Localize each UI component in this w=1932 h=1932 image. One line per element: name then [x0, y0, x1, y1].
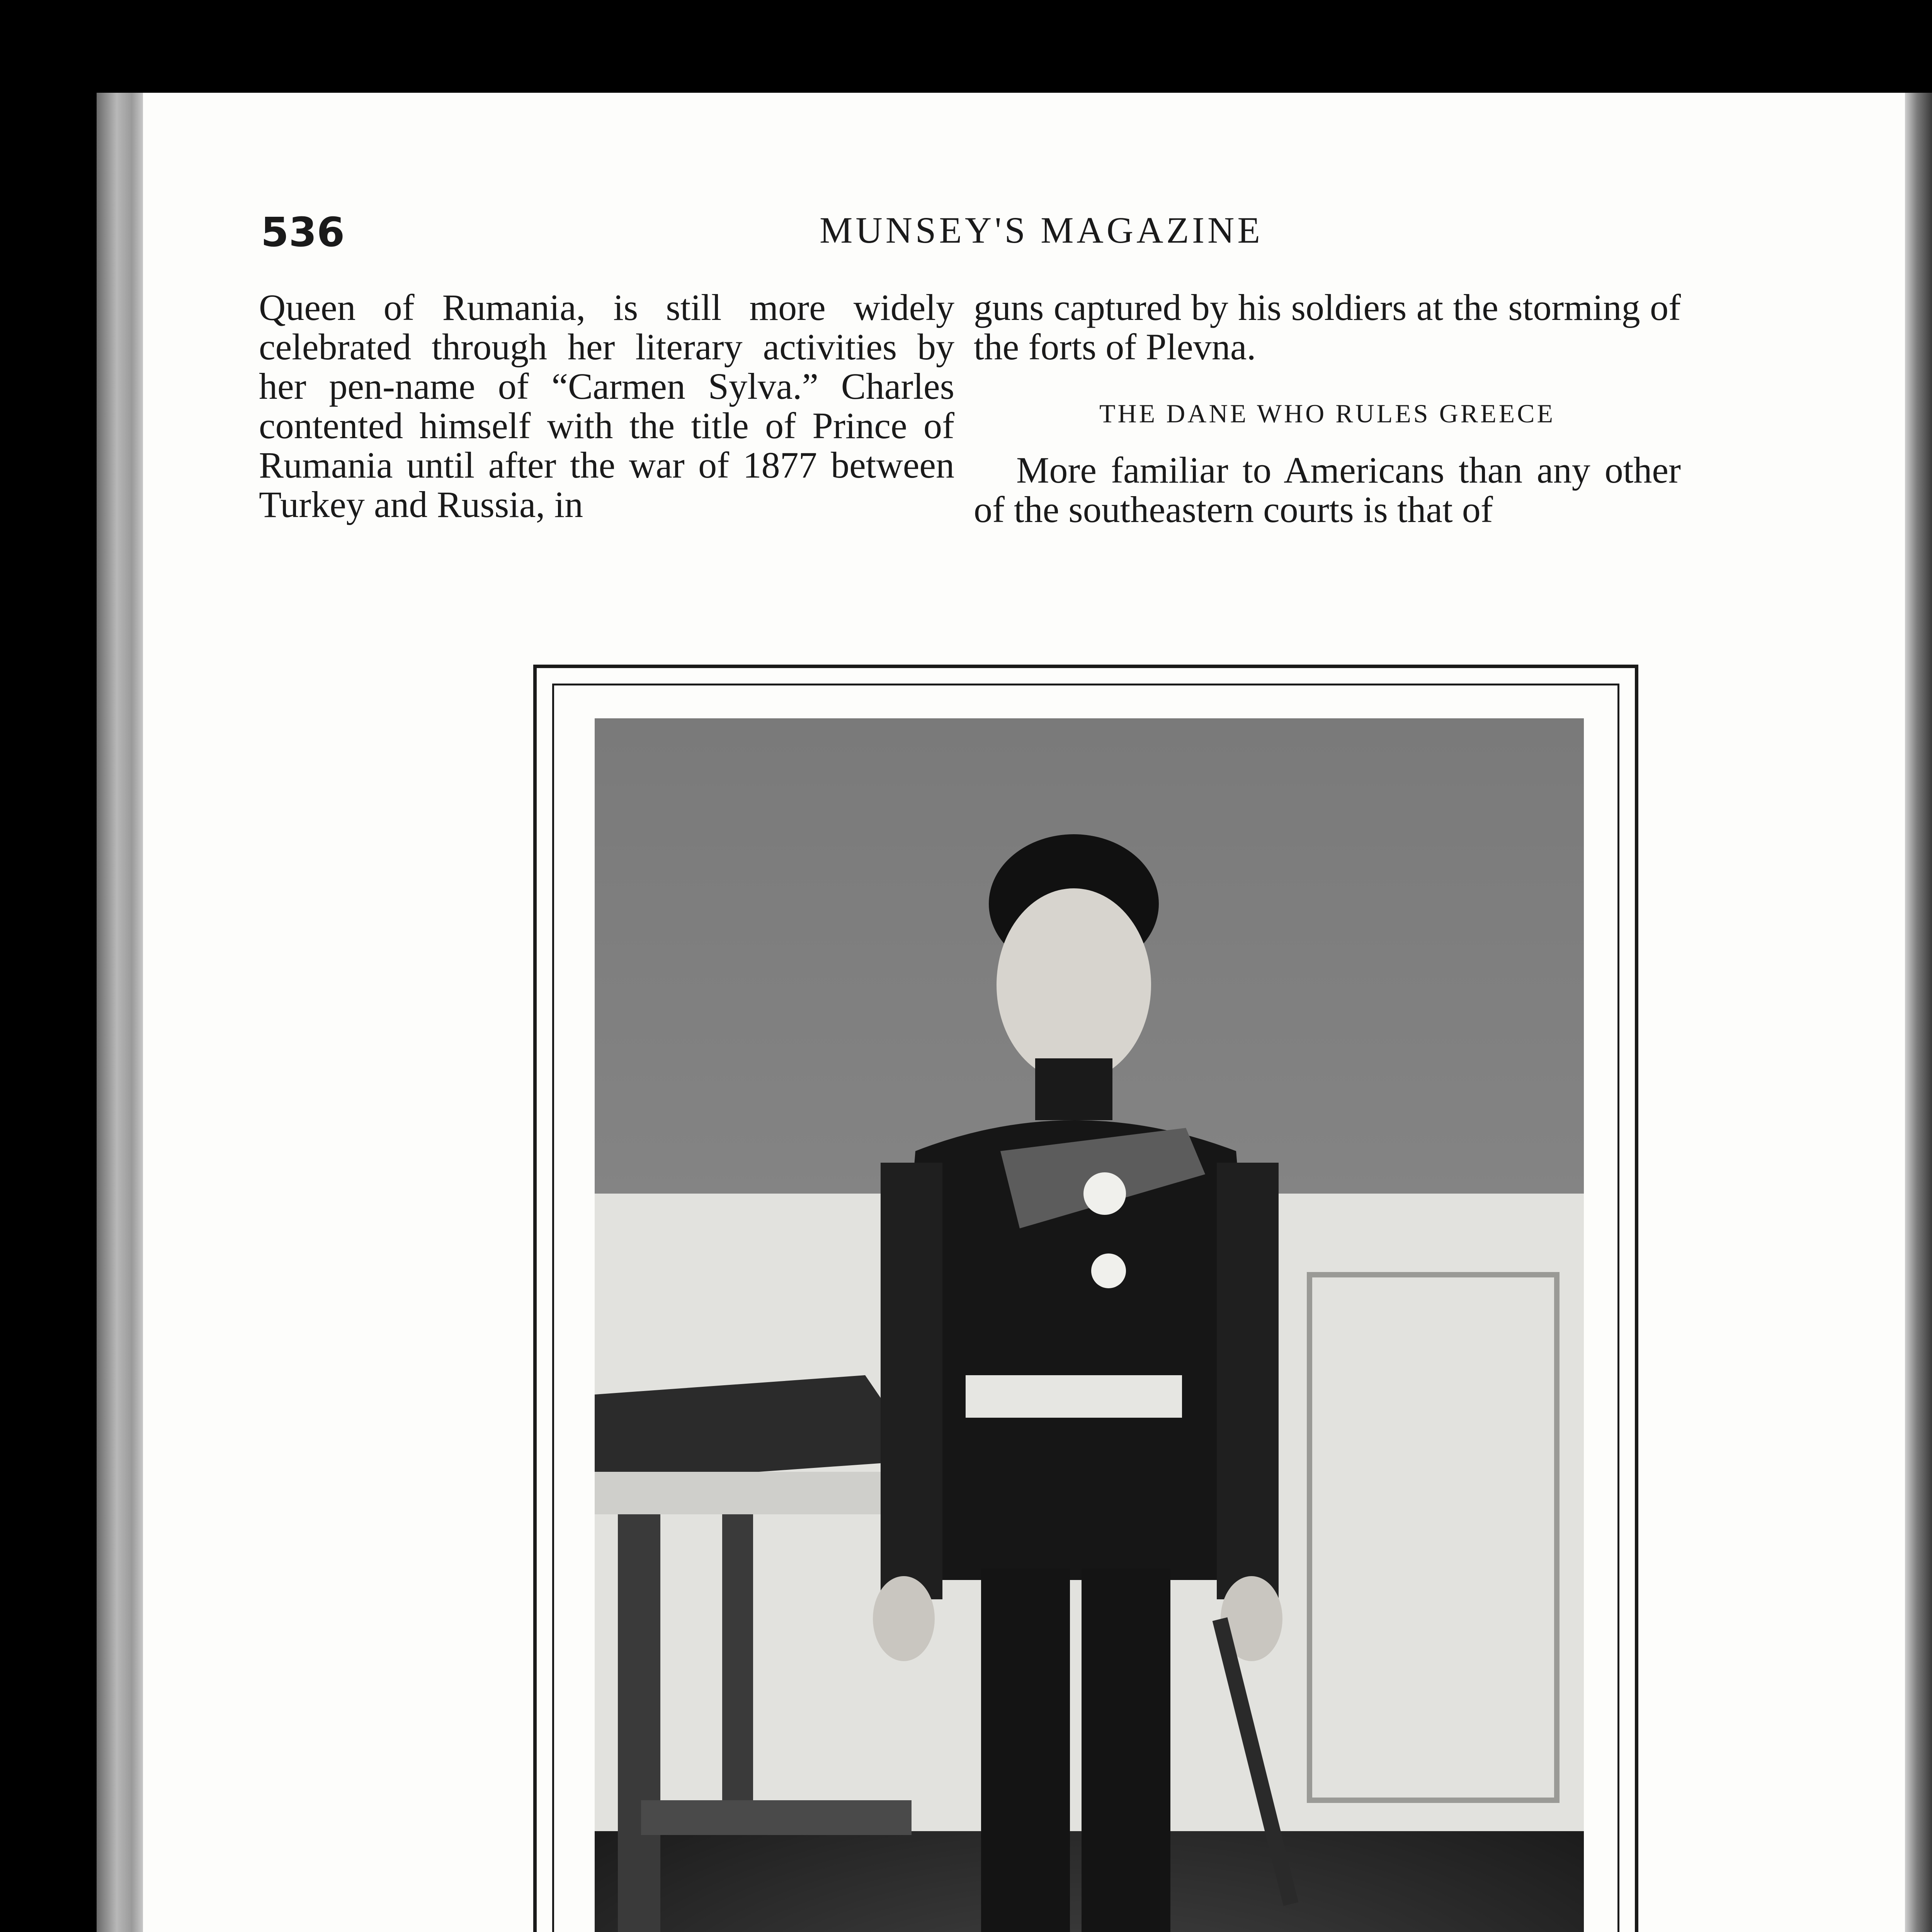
text-column-top-right	[974, 288, 1681, 529]
paragraph: Queen of Rumania, is still more widely celebrated through her literary activities by her pen-name of “Carmen Sylva.” Charles contented himself with the title of Prince of Rumania until after the war of 1877 between Turkey and Russia, in	[259, 287, 954, 525]
section-heading: THE DANE WHO RULES GREECE	[1099, 399, 1555, 428]
paragraph: guns captured by his soldiers at the storming of the forts of Plevna.	[974, 287, 1681, 367]
scan-edge	[97, 93, 147, 1932]
book-spine	[1905, 93, 1932, 1932]
photo-plate-frame	[533, 665, 1638, 1932]
portrait-photograph	[595, 718, 1584, 1932]
paragraph: More familiar to Americans than any other of the southeastern courts is that of	[974, 449, 1681, 530]
text-column-top-left	[259, 288, 954, 524]
magazine-title: MUNSEY'S MAGAZINE	[820, 209, 1263, 251]
running-head	[143, 209, 1905, 267]
magazine-page	[143, 93, 1905, 1932]
page-number: 536	[261, 209, 345, 256]
